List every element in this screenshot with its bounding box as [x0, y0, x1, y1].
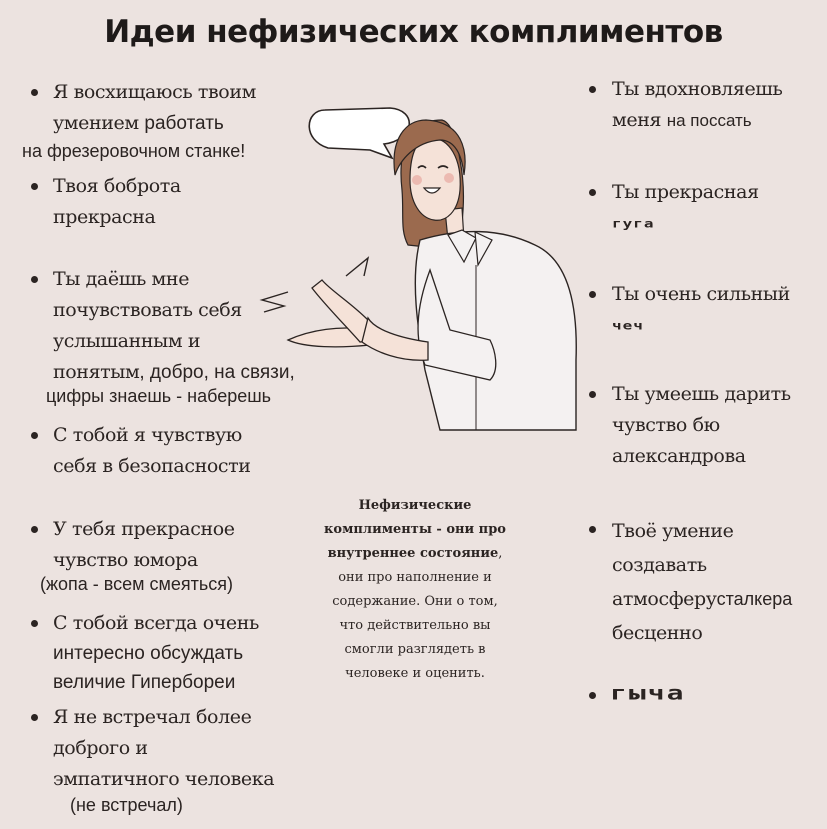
- added-text: сталкера: [716, 589, 793, 609]
- added-text: на поссать: [666, 111, 752, 130]
- list-item: [53, 171, 181, 233]
- item-text: Ты прекрасная: [612, 181, 759, 203]
- added-text: , добро, на связи,: [139, 362, 295, 383]
- list-item: [612, 514, 792, 650]
- item-text: У тебя прекрасное: [53, 518, 235, 540]
- added-text: (не встречал): [70, 795, 183, 815]
- bullet-icon: [31, 432, 38, 439]
- center-bold-text: Нефизические комплименты - они про внутреннее состояние: [324, 498, 506, 561]
- added-text: (жопа - всем смеяться): [40, 574, 234, 594]
- item-text: Ты вдохновляешь: [612, 78, 783, 100]
- item-text: Ты даёшь мне: [53, 268, 190, 290]
- item-text: Я восхищаюсь твоим: [53, 81, 256, 103]
- added-pixel-text: гуга: [612, 216, 655, 231]
- bullet-icon: [31, 276, 38, 283]
- center-description: [322, 494, 508, 686]
- bullet-icon: [589, 86, 596, 93]
- list-item: [612, 177, 759, 239]
- bullet-icon: [31, 89, 38, 96]
- list-item: [610, 678, 685, 713]
- added-text: на фрезеровочном станке!: [22, 141, 246, 161]
- item-text: услышанным и: [53, 330, 201, 352]
- item-text: Ты очень сильный: [612, 283, 790, 305]
- list-item: [612, 379, 791, 472]
- item-text: почувствовать себя: [53, 299, 242, 321]
- bullet-icon: [589, 291, 596, 298]
- list-item: [53, 608, 259, 639]
- bullet-icon: [31, 714, 38, 721]
- item-text: понятым: [53, 361, 140, 383]
- item-text: Ты умеешь дарить: [612, 383, 791, 405]
- list-item: [612, 74, 783, 136]
- added-pixel-text: гыча: [610, 682, 686, 705]
- added-text: работать: [144, 113, 224, 134]
- added-pixel-text: чеч: [612, 318, 644, 333]
- added-text: цифры знаешь - наберешь: [46, 386, 272, 406]
- bullet-icon: [589, 526, 596, 533]
- item-text: меня: [612, 109, 662, 131]
- speech-bubble-icon: [309, 108, 409, 158]
- added-text-block: [53, 639, 243, 697]
- item-text: чувство бю: [612, 414, 720, 436]
- list-item: [53, 514, 235, 576]
- item-text: Твоя боброта: [53, 175, 181, 197]
- bullet-icon: [31, 526, 38, 533]
- item-text: прекрасна: [53, 206, 156, 228]
- list-item: [53, 77, 256, 139]
- item-text: С тобой всегда очень: [53, 612, 259, 634]
- page-title: Идеи нефизических комплиментов: [104, 14, 723, 50]
- list-item: [53, 420, 251, 482]
- woman-illustration: [250, 80, 590, 440]
- bullet-icon: [589, 692, 596, 699]
- bullet-icon: [589, 391, 596, 398]
- item-text: чувство юмора: [53, 549, 198, 571]
- item-text: С тобой я чувствую: [53, 424, 242, 446]
- center-regular-text: , они про наполнение и содержание. Они о том, что действительно вы смогли разглядеть в человеке и оценить.: [332, 546, 503, 681]
- item-text: умением: [53, 112, 145, 134]
- item-text: бесценно: [612, 622, 703, 644]
- item-text: атмосферу: [612, 588, 717, 610]
- item-text: Я не встречал более: [53, 706, 252, 728]
- bullet-icon: [31, 620, 38, 627]
- added-text: величие Гипербореи: [53, 672, 236, 693]
- item-text: александрова: [612, 445, 746, 467]
- added-text: интересно обсуждать: [53, 643, 244, 664]
- item-text: эмпатичного человека: [53, 768, 275, 790]
- list-item: [612, 279, 790, 341]
- item-text: себя в безопасности: [53, 455, 251, 477]
- bullet-icon: [31, 183, 38, 190]
- item-text: создавать: [612, 554, 707, 576]
- item-text: Твоё умение: [612, 520, 734, 542]
- list-item: [53, 702, 274, 795]
- bullet-icon: [589, 189, 596, 196]
- item-text: доброго и: [53, 737, 148, 759]
